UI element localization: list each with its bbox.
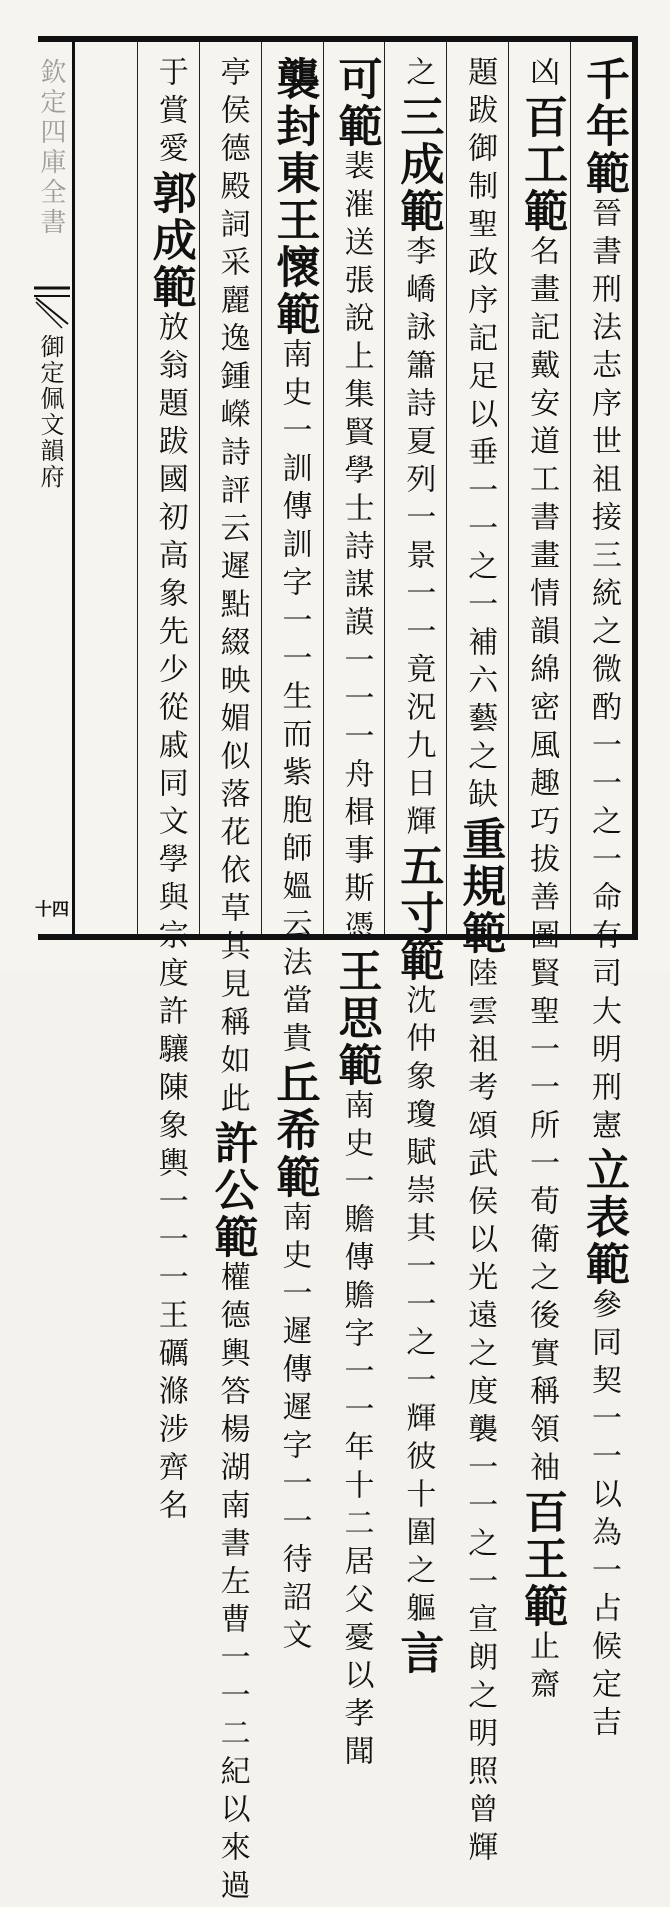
headword: 丘希範	[268, 1060, 320, 1201]
annotation-text: 于賞	[152, 56, 188, 132]
frame-right-border	[632, 36, 638, 940]
annotation-text: 參同契一一以為一占候定吉	[586, 1288, 621, 1744]
headword: 百王範	[516, 1489, 568, 1630]
text-column	[446, 42, 508, 1869]
annotation-text: 德殿詞采麗逸鍾嶸詩評云遲點綴映媚似落花依草其見稱如此	[214, 132, 250, 1120]
annotation-text: 題跋御制聖政序記足以垂一一之一補六藝之缺	[462, 56, 498, 816]
annotation-text: 陸雲祖考頌武侯以光遠之度襲一一之一宣朗之明照曾輝	[462, 957, 498, 1869]
annotation-text: 南史一遲傳遲字一一待詔文	[276, 1201, 312, 1657]
folio-number: 十四	[35, 900, 69, 920]
annotation-text: 李嶠詠簫詩夏列一景一一竟況九日輝	[400, 235, 436, 843]
headword: 郭成範	[144, 170, 196, 311]
annotation-text: 裴漼送張說上集賢學士詩謀謨一一一舟楫事斯憑	[338, 150, 374, 948]
annotation-text: 南史一訓傳訓字一一生而紫胞師媼云法當貴	[276, 338, 312, 1060]
annotation-text: 亭侯	[214, 56, 250, 132]
text-column	[75, 42, 137, 934]
annotation-text: 止齋	[524, 1630, 560, 1706]
text-column	[570, 42, 632, 1744]
text-column	[384, 42, 446, 1677]
text-column	[199, 42, 261, 1907]
margin-book-title: 御定佩文韻府	[36, 334, 64, 490]
annotation-text: 南史一贍傳贍字一一年十二居父憂以孝聞	[338, 1089, 374, 1773]
headword: 襲封東	[268, 56, 320, 197]
headword: 千年範	[578, 56, 629, 197]
annotation-text: 晉書刑法志序世祖接三統之微酌一一之一命有司大明刑憲	[586, 197, 621, 1147]
fishtail-mark-icon	[32, 284, 72, 330]
headword: 王懷範	[268, 197, 320, 338]
annotation-text: 沈仲象瓊賦崇其一一之一輝彼十圍之軀	[400, 984, 436, 1630]
annotation-text: 權德輿答楊湖南書左曹一一二紀以來過	[214, 1261, 250, 1907]
headword: 立表範	[578, 1147, 629, 1288]
headword: 百工範	[516, 94, 568, 235]
headword: 重規範	[454, 816, 506, 957]
text-columns	[75, 42, 632, 1907]
headword: 五寸範	[392, 843, 444, 984]
headword: 王思範	[330, 948, 382, 1089]
annotation-text: 愛	[152, 132, 188, 170]
headword: 言	[392, 1630, 444, 1677]
annotation-text: 名畫記戴安道工書畫情韻綿密風趣巧拔善圖賢聖一一所一荀衛之後實稱領袖	[524, 235, 560, 1489]
text-column	[323, 42, 385, 1773]
text-column	[137, 42, 199, 1527]
margin-top-label: 欽定四庫全書	[36, 58, 66, 238]
headword: 三成範	[392, 94, 444, 235]
headword: 許公範	[206, 1120, 258, 1261]
text-column	[508, 42, 570, 1706]
text-column	[261, 42, 323, 1657]
annotation-text: 之	[400, 56, 436, 94]
annotation-text: 放翁題跋國初高象先少從戚同文學與宗度許驤陳象輿一一一王礪滌涉齊名	[152, 311, 188, 1527]
annotation-text: 凶	[524, 56, 560, 94]
headword: 可範	[330, 56, 382, 150]
